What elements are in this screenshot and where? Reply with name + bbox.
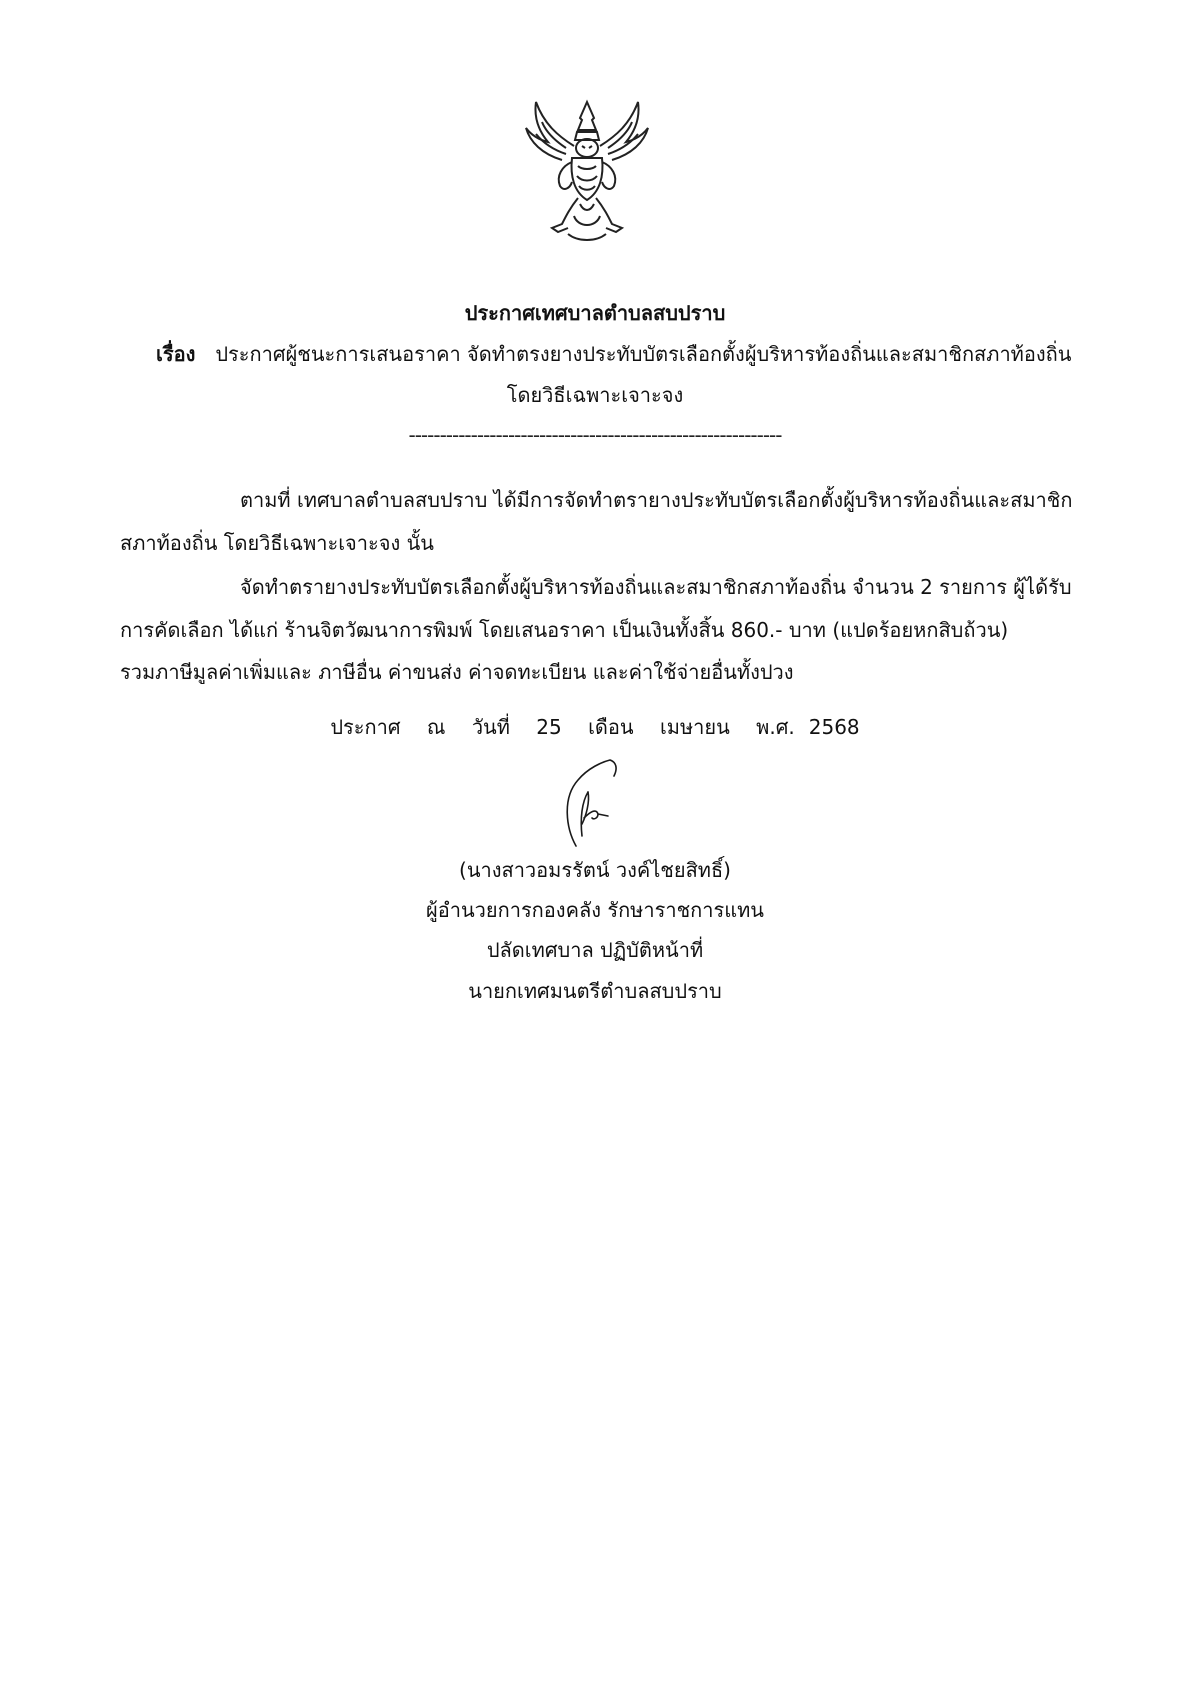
subject-line: [156, 341, 1071, 367]
date-month-label: เดือน: [588, 715, 634, 739]
signer-position-2: ปลัดเทศบาล ปฏิบัติหน้าที่: [486, 938, 704, 962]
subject-text: ประกาศผู้ชนะการเสนอราคา จัดทำตรงยางประทับบัตรเลือกตั้งผู้บริหารท้องถิ่นและสมาชิกสภาท้องถิ่น: [215, 342, 1072, 366]
paragraph-2-line-1: จัดทำตรายางประทับบัตรเลือกตั้งผู้บริหารท้องถิ่นและสมาชิกสภาท้องถิ่น จำนวน 2 รายการ ผู้ได้รับ: [240, 575, 1072, 599]
announcement-date: [0, 714, 1190, 740]
date-day-label: วันที่: [471, 715, 510, 739]
garuda-emblem-icon: [522, 96, 652, 244]
subject-text-continued: โดยวิธีเฉพาะเจาะจง: [506, 383, 684, 407]
announcement-title: ประกาศเทศบาลตำบลสบปราบ: [464, 301, 726, 325]
subject-label: เรื่อง: [156, 342, 196, 366]
handwritten-signature: [552, 758, 630, 850]
signer-name: (นางสาวอมรรัตน์ วงค์ไชยสิทธิ์): [459, 858, 731, 882]
date-prefix: ประกาศ: [330, 715, 401, 739]
date-month: เมษายน: [659, 715, 730, 739]
date-year: 2568: [808, 715, 860, 739]
divider-line: ------------------------------------------------------------: [408, 423, 782, 447]
paragraph-1-line-2: สภาท้องถิ่น โดยวิธีเฉพาะเจาะจง นั้น: [120, 531, 434, 555]
signer-position-3: นายกเทศมนตรีตำบลสบปราบ: [468, 979, 722, 1003]
signer-position-1: ผู้อำนวยการกองคลัง รักษาราชการแทน: [426, 898, 764, 922]
paragraph-1-line-1: ตามที่ เทศบาลตำบลสบปราบ ได้มีการจัดทำตรายางประทับบัตรเลือกตั้งผู้บริหารท้องถิ่นและสมาชิก: [240, 488, 1073, 512]
paragraph-2-line-3: รวมภาษีมูลค่าเพิ่มและ ภาษีอื่น ค่าขนส่ง ค่าจดทะเบียน และค่าใช้จ่ายอื่นทั้งปวง: [120, 660, 794, 684]
date-day: 25: [536, 715, 562, 739]
paragraph-2-line-2: การคัดเลือก ได้แก่ ร้านจิตวัฒนาการพิมพ์ โดยเสนอราคา เป็นเงินทั้งสิ้น 860.- บาท (แปดร้อยหกสิบถ้วน): [120, 618, 1009, 642]
date-at: ณ: [426, 715, 446, 739]
date-year-label: พ.ศ.: [756, 715, 795, 739]
